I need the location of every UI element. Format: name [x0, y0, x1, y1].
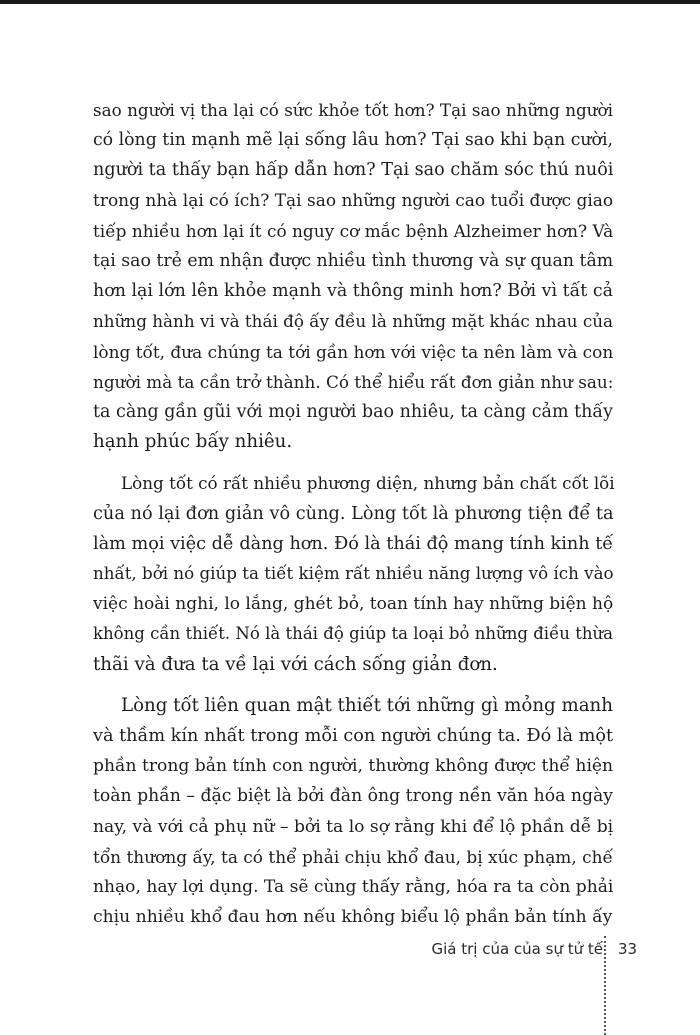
- text-line: việc hoài nghi, lo lắng, ghét bỏ, toan tính hay những biện hộ: [93, 594, 614, 615]
- text-line: người mà ta cần trở thành. Có thể hiểu rất đơn giản như sau:: [93, 371, 614, 392]
- text-line: người ta thấy bạn hấp dẫn hơn? Tại sao chăm sóc thú nuôi: [93, 160, 614, 181]
- text-line: phần trong bản tính con người, thường không được thể hiện: [93, 756, 614, 777]
- text-line: chịu nhiều khổ đau hơn nếu không biểu lộ phần bản tính ấy: [93, 907, 613, 928]
- text-line: tiếp nhiều hơn lại ít có nguy cơ mắc bệnh Alzheimer hơn? Và: [93, 220, 614, 241]
- page-footer: [0, 936, 700, 1035]
- text-line: hơn lại lớn lên khỏe mạnh và thông minh hơn? Bởi vì tất cả: [93, 281, 613, 302]
- text-line: Lòng tốt liên quan mật thiết tới những gì mỏng manh: [121, 694, 613, 716]
- text-line: sao người vị tha lại có sức khỏe tốt hơn? Tại sao những người: [93, 100, 613, 120]
- text-line: toàn phần – đặc biệt là bởi đàn ông trong nền văn hóa ngày: [93, 786, 613, 807]
- paragraph: [93, 691, 613, 933]
- paragraph: [93, 468, 613, 679]
- text-line: nhạo, hay lợi dụng. Ta sẽ cùng thấy rằng, hóa ra ta còn phải: [93, 877, 614, 898]
- text-line: nhất, bởi nó giúp ta tiết kiệm rất nhiều năng lượng vô ích vào: [93, 564, 614, 584]
- text-line: hạnh phúc bấy nhiêu.: [93, 431, 293, 453]
- text-line: những hành vi và thái độ ấy đều là những mặt khác nhau của: [93, 311, 614, 332]
- text-line: làm mọi việc dễ dàng hơn. Đó là thái độ mang tính kinh tế: [93, 533, 614, 554]
- text-line: tổn thương ấy, ta có thể phải chịu khổ đau, bị xúc phạm, chế: [93, 846, 613, 867]
- text-line: trong nhà lại có ích? Tại sao những người cao tuổi được giao: [93, 190, 614, 211]
- text-line: và thầm kín nhất trong mỗi con người chúng ta. Đó là một: [93, 726, 614, 747]
- text-line: Lòng tốt có rất nhiều phương diện, nhưng bản chất cốt lõi: [121, 473, 615, 494]
- text-line: không cần thiết. Nó là thái độ giúp ta loại bỏ những điều thừa: [93, 624, 613, 644]
- text-line: thãi và đưa ta về lại với cách sống giản đơn.: [93, 653, 498, 675]
- text-line: lòng tốt, đưa chúng ta tới gần hơn với việc ta nên làm và con: [93, 341, 614, 362]
- body-text: [93, 95, 613, 932]
- text-line: của nó lại đơn giản vô cùng. Lòng tốt là phương tiện để ta: [93, 503, 614, 524]
- paragraph: [93, 95, 613, 457]
- footer-dotted-rule: [604, 936, 606, 1035]
- text-line: nay, và với cả phụ nữ – bởi ta lo sợ rằng khi để lộ phần dễ bị: [93, 816, 614, 837]
- text-line: tại sao trẻ em nhận được nhiều tình thương và sự quan tâm: [93, 251, 614, 272]
- text-line: ta càng gần gũi với mọi người bao nhiêu, ta càng cảm thấy: [93, 402, 613, 423]
- text-line: có lòng tin mạnh mẽ lại sống lâu hơn? Tại sao khi bạn cười,: [93, 130, 613, 151]
- running-title: Giá trị của của sự tử tế: [431, 940, 603, 958]
- top-rule: [0, 0, 700, 4]
- page-number: 33: [618, 940, 638, 958]
